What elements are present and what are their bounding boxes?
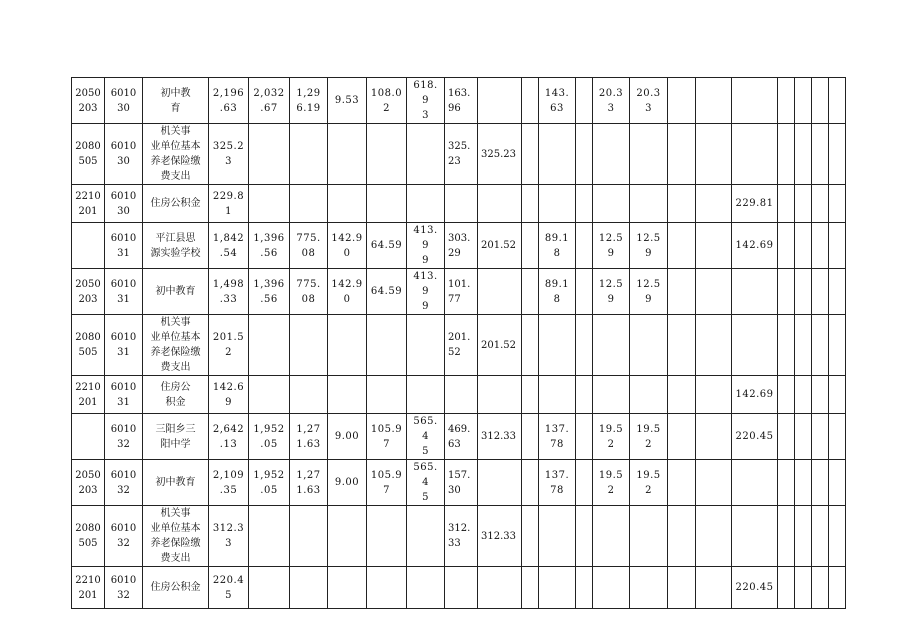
table-row — [72, 506, 846, 567]
amount-cell — [445, 567, 478, 609]
amount-cell: 413.9 9 — [407, 223, 445, 269]
amount-cell: 105.9 7 — [367, 460, 407, 506]
amount-cell: 2,032 .67 — [249, 78, 290, 124]
code-cell — [72, 223, 105, 269]
amount-cell — [249, 124, 290, 185]
amount-cell: 142.9 0 — [328, 269, 367, 315]
amount-cell: 220.45 — [732, 414, 778, 460]
amount-cell: 157. 30 — [445, 460, 478, 506]
amount-cell — [367, 315, 407, 376]
amount-cell — [829, 124, 846, 185]
amount-cell — [829, 414, 846, 460]
item-name-cell: 初中教育 — [143, 460, 209, 506]
amount-cell: 565.4 5 — [407, 460, 445, 506]
amount-cell — [539, 376, 576, 414]
amount-cell: 1,842 .54 — [209, 223, 249, 269]
amount-cell — [539, 315, 576, 376]
amount-cell: 201.52 — [478, 223, 522, 269]
amount-cell — [668, 185, 696, 223]
amount-cell — [668, 506, 696, 567]
amount-cell: 1,27 1.63 — [290, 460, 328, 506]
amount-cell: 201.52 — [478, 315, 522, 376]
amount-cell — [576, 376, 593, 414]
amount-cell: 312.3 3 — [209, 506, 249, 567]
amount-cell: 9.00 — [328, 414, 367, 460]
amount-cell — [795, 124, 812, 185]
amount-cell — [696, 567, 732, 609]
amount-cell — [522, 78, 539, 124]
amount-cell — [593, 567, 630, 609]
code-cell: 6010 32 — [105, 414, 143, 460]
amount-cell: 1,396 .56 — [249, 269, 290, 315]
amount-cell: 2,642 .13 — [209, 414, 249, 460]
amount-cell — [630, 506, 668, 567]
amount-cell: 1,952 .05 — [249, 414, 290, 460]
table-row — [72, 269, 846, 315]
amount-cell: 19.5 2 — [630, 414, 668, 460]
amount-cell: 469. 63 — [445, 414, 478, 460]
amount-cell — [407, 376, 445, 414]
amount-cell — [407, 185, 445, 223]
amount-cell — [522, 124, 539, 185]
amount-cell — [829, 185, 846, 223]
amount-cell: 1,396 .56 — [249, 223, 290, 269]
amount-cell — [812, 376, 829, 414]
amount-cell — [778, 460, 795, 506]
amount-cell — [539, 185, 576, 223]
amount-cell — [249, 376, 290, 414]
amount-cell — [539, 506, 576, 567]
amount-cell: 413.9 9 — [407, 269, 445, 315]
amount-cell — [795, 376, 812, 414]
amount-cell — [630, 376, 668, 414]
code-cell: 6010 32 — [105, 506, 143, 567]
amount-cell — [668, 269, 696, 315]
amount-cell — [829, 78, 846, 124]
code-cell: 6010 30 — [105, 78, 143, 124]
amount-cell — [593, 185, 630, 223]
code-cell: 2080 505 — [72, 506, 105, 567]
amount-cell: 89.1 8 — [539, 223, 576, 269]
amount-cell: 9.53 — [328, 78, 367, 124]
amount-cell — [290, 185, 328, 223]
amount-cell — [795, 414, 812, 460]
amount-cell — [778, 124, 795, 185]
amount-cell — [407, 506, 445, 567]
amount-cell — [407, 124, 445, 185]
item-name-cell: 初中教育 — [143, 269, 209, 315]
item-name-cell: 平江县思 源实验学校 — [143, 223, 209, 269]
amount-cell: 12.5 9 — [593, 223, 630, 269]
amount-cell — [732, 460, 778, 506]
amount-cell — [778, 567, 795, 609]
code-cell: 6010 30 — [105, 124, 143, 185]
amount-cell — [249, 315, 290, 376]
table-row — [72, 460, 846, 506]
amount-cell — [367, 376, 407, 414]
item-name-cell: 住房公 积金 — [143, 376, 209, 414]
amount-cell — [539, 124, 576, 185]
code-cell: 2210 201 — [72, 185, 105, 223]
amount-cell — [812, 223, 829, 269]
amount-cell — [778, 269, 795, 315]
amount-cell — [593, 315, 630, 376]
amount-cell — [696, 315, 732, 376]
amount-cell — [812, 124, 829, 185]
amount-cell — [593, 506, 630, 567]
amount-cell — [522, 269, 539, 315]
code-cell: 2050 203 — [72, 269, 105, 315]
amount-cell — [407, 567, 445, 609]
table-row — [72, 78, 846, 124]
amount-cell — [290, 376, 328, 414]
amount-cell — [795, 223, 812, 269]
amount-cell — [696, 269, 732, 315]
item-name-cell: 初中教 育 — [143, 78, 209, 124]
amount-cell: 64.59 — [367, 223, 407, 269]
amount-cell — [478, 185, 522, 223]
amount-cell — [829, 567, 846, 609]
amount-cell — [328, 315, 367, 376]
amount-cell — [696, 124, 732, 185]
amount-cell: 64.59 — [367, 269, 407, 315]
amount-cell: 137. 78 — [539, 460, 576, 506]
amount-cell — [829, 506, 846, 567]
amount-cell — [367, 124, 407, 185]
amount-cell — [778, 78, 795, 124]
code-cell: 6010 31 — [105, 376, 143, 414]
amount-cell: 101. 77 — [445, 269, 478, 315]
amount-cell — [593, 124, 630, 185]
item-name-cell: 住房公积金 — [143, 185, 209, 223]
amount-cell: 1,498 .33 — [209, 269, 249, 315]
amount-cell: 220.4 5 — [209, 567, 249, 609]
amount-cell: 20.3 3 — [630, 78, 668, 124]
amount-cell — [696, 460, 732, 506]
code-cell: 6010 32 — [105, 460, 143, 506]
amount-cell — [522, 567, 539, 609]
amount-cell: 229.81 — [732, 185, 778, 223]
amount-cell — [732, 78, 778, 124]
amount-cell: 201. 52 — [445, 315, 478, 376]
code-cell: 2080 505 — [72, 315, 105, 376]
amount-cell — [249, 567, 290, 609]
item-name-cell: 机关事 业单位基本 养老保险缴 费支出 — [143, 315, 209, 376]
amount-cell: 19.5 2 — [630, 460, 668, 506]
amount-cell — [630, 315, 668, 376]
amount-cell — [576, 269, 593, 315]
amount-cell — [668, 460, 696, 506]
amount-cell — [696, 506, 732, 567]
code-cell: 6010 30 — [105, 185, 143, 223]
amount-cell — [778, 315, 795, 376]
amount-cell — [696, 78, 732, 124]
amount-cell: 142.9 0 — [328, 223, 367, 269]
amount-cell — [668, 124, 696, 185]
amount-cell — [576, 223, 593, 269]
amount-cell: 312. 33 — [445, 506, 478, 567]
amount-cell — [290, 506, 328, 567]
amount-cell — [732, 506, 778, 567]
amount-cell — [478, 567, 522, 609]
amount-cell — [668, 223, 696, 269]
code-cell: 6010 32 — [105, 567, 143, 609]
code-cell: 2210 201 — [72, 567, 105, 609]
code-cell — [72, 414, 105, 460]
amount-cell — [478, 460, 522, 506]
table-row — [72, 223, 846, 269]
amount-cell — [778, 223, 795, 269]
amount-cell — [249, 506, 290, 567]
amount-cell: 618.9 3 — [407, 78, 445, 124]
amount-cell: 325. 23 — [445, 124, 478, 185]
amount-cell — [576, 124, 593, 185]
amount-cell — [829, 269, 846, 315]
amount-cell — [290, 124, 328, 185]
table-row — [72, 185, 846, 223]
amount-cell — [445, 376, 478, 414]
amount-cell — [290, 315, 328, 376]
table-row — [72, 567, 846, 609]
amount-cell — [367, 506, 407, 567]
amount-cell — [478, 269, 522, 315]
table-row — [72, 414, 846, 460]
amount-cell — [696, 376, 732, 414]
amount-cell — [696, 414, 732, 460]
amount-cell: 12.5 9 — [630, 269, 668, 315]
code-cell: 6010 31 — [105, 223, 143, 269]
amount-cell — [668, 567, 696, 609]
amount-cell — [812, 185, 829, 223]
amount-cell: 137. 78 — [539, 414, 576, 460]
amount-cell — [812, 269, 829, 315]
amount-cell — [367, 567, 407, 609]
amount-cell — [539, 567, 576, 609]
amount-cell — [576, 567, 593, 609]
amount-cell — [249, 185, 290, 223]
amount-cell: 220.45 — [732, 567, 778, 609]
amount-cell — [522, 506, 539, 567]
amount-cell — [795, 315, 812, 376]
amount-cell: 142.69 — [732, 223, 778, 269]
amount-cell — [328, 124, 367, 185]
amount-cell — [522, 185, 539, 223]
amount-cell — [522, 315, 539, 376]
amount-cell — [367, 185, 407, 223]
amount-cell — [795, 78, 812, 124]
code-cell: 6010 31 — [105, 269, 143, 315]
amount-cell — [328, 185, 367, 223]
item-name-cell: 机关事 业单位基本 养老保险缴 费支出 — [143, 506, 209, 567]
amount-cell — [478, 376, 522, 414]
amount-cell — [630, 185, 668, 223]
amount-cell — [812, 506, 829, 567]
amount-cell: 312.33 — [478, 414, 522, 460]
amount-cell — [812, 315, 829, 376]
code-cell: 6010 31 — [105, 315, 143, 376]
amount-cell — [812, 78, 829, 124]
amount-cell — [576, 460, 593, 506]
amount-cell — [290, 567, 328, 609]
amount-cell — [445, 185, 478, 223]
amount-cell: 325.23 — [478, 124, 522, 185]
amount-cell: 9.00 — [328, 460, 367, 506]
amount-cell: 163. 96 — [445, 78, 478, 124]
amount-cell: 105.9 7 — [367, 414, 407, 460]
amount-cell: 2,196 .63 — [209, 78, 249, 124]
amount-cell — [795, 269, 812, 315]
amount-cell — [328, 376, 367, 414]
amount-cell — [593, 376, 630, 414]
amount-cell — [576, 414, 593, 460]
amount-cell — [478, 78, 522, 124]
amount-cell: 201.5 2 — [209, 315, 249, 376]
amount-cell — [778, 376, 795, 414]
amount-cell — [328, 506, 367, 567]
amount-cell: 2,109 .35 — [209, 460, 249, 506]
item-name-cell: 三阳乡三 阳中学 — [143, 414, 209, 460]
amount-cell — [795, 567, 812, 609]
amount-cell — [812, 460, 829, 506]
amount-cell — [795, 185, 812, 223]
amount-cell — [576, 78, 593, 124]
amount-cell: 1,29 6.19 — [290, 78, 328, 124]
amount-cell: 19.5 2 — [593, 414, 630, 460]
amount-cell: 312.33 — [478, 506, 522, 567]
amount-cell — [829, 223, 846, 269]
amount-cell — [522, 460, 539, 506]
amount-cell: 20.3 3 — [593, 78, 630, 124]
amount-cell: 142.6 9 — [209, 376, 249, 414]
amount-cell: 108.0 2 — [367, 78, 407, 124]
amount-cell — [576, 315, 593, 376]
amount-cell: 19.5 2 — [593, 460, 630, 506]
amount-cell: 142.69 — [732, 376, 778, 414]
amount-cell — [778, 185, 795, 223]
item-name-cell: 住房公积金 — [143, 567, 209, 609]
amount-cell — [668, 414, 696, 460]
amount-cell — [829, 315, 846, 376]
item-name-cell: 机关事 业单位基本 养老保险缴 费支出 — [143, 124, 209, 185]
amount-cell: 325.2 3 — [209, 124, 249, 185]
amount-cell — [732, 124, 778, 185]
table-row — [72, 124, 846, 185]
amount-cell: 12.5 9 — [593, 269, 630, 315]
amount-cell — [795, 506, 812, 567]
amount-cell — [732, 269, 778, 315]
amount-cell: 775. 08 — [290, 269, 328, 315]
code-cell: 2050 203 — [72, 78, 105, 124]
amount-cell — [812, 414, 829, 460]
amount-cell — [522, 223, 539, 269]
amount-cell — [576, 506, 593, 567]
amount-cell: 1,952 .05 — [249, 460, 290, 506]
amount-cell — [732, 315, 778, 376]
amount-cell — [829, 460, 846, 506]
amount-cell: 89.1 8 — [539, 269, 576, 315]
amount-cell — [812, 567, 829, 609]
amount-cell — [522, 414, 539, 460]
amount-cell: 775. 08 — [290, 223, 328, 269]
amount-cell — [630, 567, 668, 609]
amount-cell — [696, 185, 732, 223]
code-cell: 2080 505 — [72, 124, 105, 185]
amount-cell: 12.5 9 — [630, 223, 668, 269]
amount-cell — [668, 78, 696, 124]
amount-cell — [778, 414, 795, 460]
budget-table — [71, 77, 846, 609]
code-cell: 2050 203 — [72, 460, 105, 506]
amount-cell — [696, 223, 732, 269]
amount-cell — [829, 376, 846, 414]
amount-cell — [778, 506, 795, 567]
amount-cell — [328, 567, 367, 609]
amount-cell: 229.8 1 — [209, 185, 249, 223]
amount-cell: 303. 29 — [445, 223, 478, 269]
amount-cell — [795, 460, 812, 506]
amount-cell — [407, 315, 445, 376]
table-row — [72, 315, 846, 376]
amount-cell — [668, 376, 696, 414]
amount-cell: 143. 63 — [539, 78, 576, 124]
amount-cell — [522, 376, 539, 414]
amount-cell: 1,27 1.63 — [290, 414, 328, 460]
amount-cell — [630, 124, 668, 185]
code-cell: 2210 201 — [72, 376, 105, 414]
amount-cell: 565.4 5 — [407, 414, 445, 460]
table-row — [72, 376, 846, 414]
amount-cell — [668, 315, 696, 376]
table-body — [72, 78, 846, 609]
amount-cell — [576, 185, 593, 223]
